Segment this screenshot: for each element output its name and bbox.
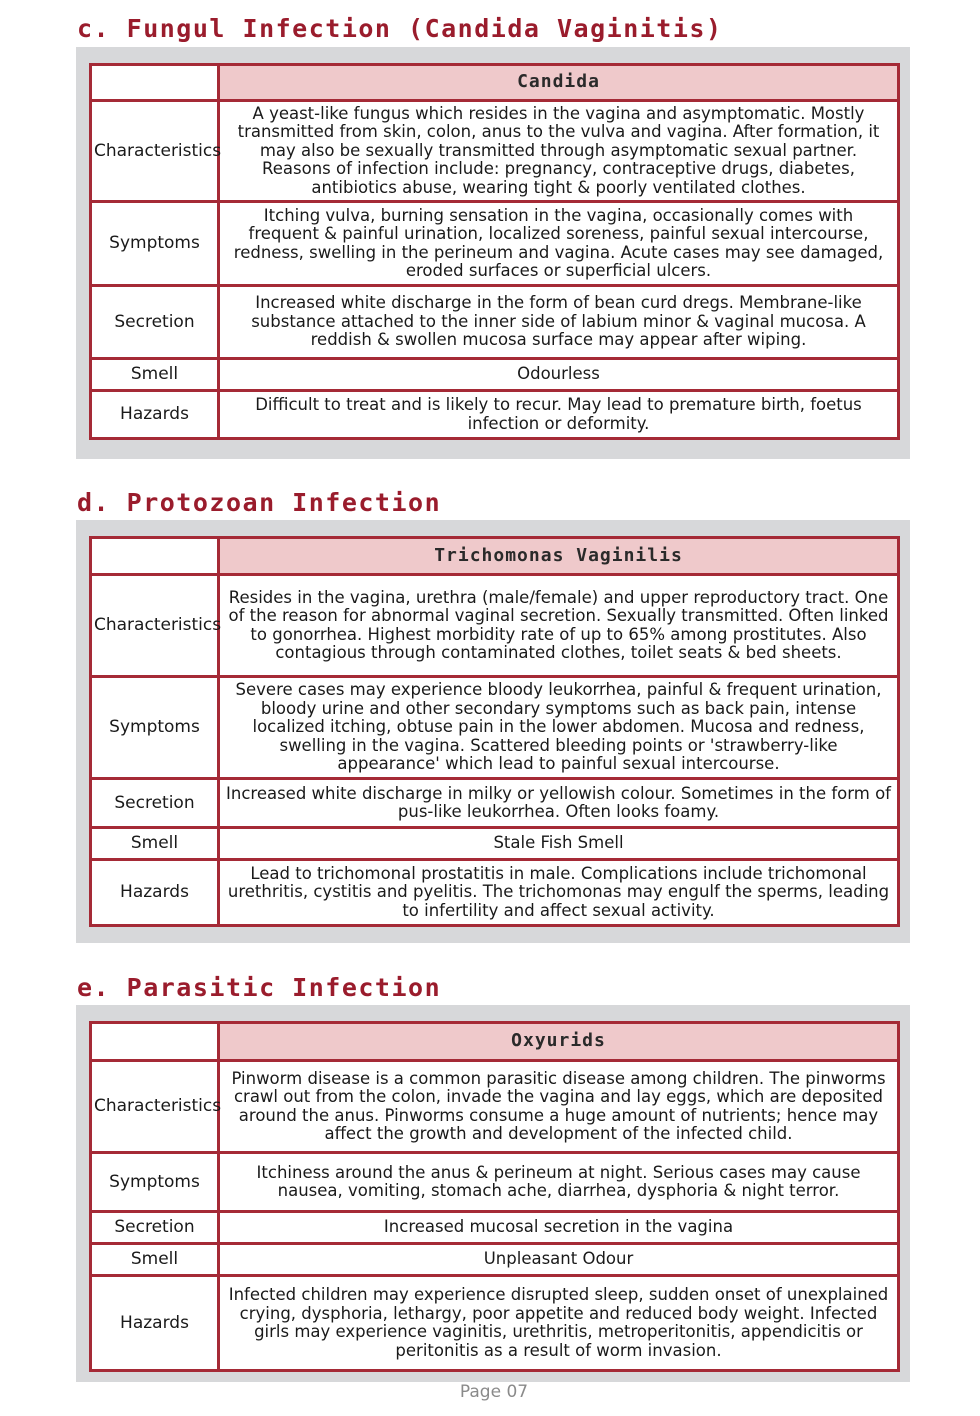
oxyurids-panel — [76, 1005, 910, 1382]
table-row — [91, 860, 899, 926]
row-text-hazards: Lead to trichomonal prostatitis in male. Complications include trichomonal urethritis, cystitis and pyelitis. The trichomonas may engulf the sperms, leading to infertility and affect sexual activity. — [219, 860, 899, 926]
table-row — [91, 1061, 899, 1153]
row-label-hazards: Hazards — [91, 391, 219, 439]
candida-panel — [76, 47, 910, 459]
table-row — [91, 1276, 899, 1371]
row-text-symptoms: Itching vulva, burning sensation in the vagina, occasionally comes with frequent & painful urination, localized soreness, painful sexual intercourse, redness, swelling in the perineum and vagina. Acute cases may see damaged, eroded surfaces or superficial ulcers. — [219, 202, 899, 286]
page-number: Page 07 — [459, 1382, 529, 1402]
row-text-characteristics: Pinworm disease is a common parasitic disease among children. The pinworms crawl out from the colon, invade the vagina and lay eggs, which are deposited around the anus. Pinworms consume a huge amount of nutrients; hence may affect the growth and development of the infected child. — [219, 1061, 899, 1153]
row-text-characteristics: Resides in the vagina, urethra (male/female) and upper reproductory tract. One of the reason for abnormal vaginal secretion. Sexually transmitted. Often linked to gonorrhea. Highest morbidity rate of up to 65% among prostitutes. Also contagious through contaminated clothes, toilet seats & bed sheets. — [219, 575, 899, 677]
section-title-protozoan: d. Protozoan Infection — [77, 488, 442, 517]
row-text-hazards: Difficult to treat and is likely to recur. May lead to premature birth, foetus infection or deformity. — [219, 391, 899, 439]
row-text-secretion: Increased white discharge in milky or yellowish colour. Sometimes in the form of pus-like leukorrhea. Often looks foamy. — [219, 779, 899, 828]
table-row — [91, 828, 899, 860]
row-text-hazards: Infected children may experience disrupted sleep, sudden onset of unexplained crying, dysphoria, lethargy, poor appetite and reduced body weight. Infected girls may experience vaginitis, urethritis, metroperitonitis, appendicitis or peritonitis as a result of worm invasion. — [219, 1276, 899, 1371]
organism-header: Trichomonas Vaginilis — [219, 538, 899, 575]
section-title-fungal: c. Fungul Infection (Candida Vaginitis) — [77, 14, 723, 43]
table-row — [91, 575, 899, 677]
table-row — [91, 101, 899, 202]
table-corner-cell — [91, 65, 219, 101]
row-label-hazards: Hazards — [91, 1276, 219, 1371]
row-text-secretion: Increased white discharge in the form of bean curd dregs. Membrane-like substance attached to the inner side of labium minor & vaginal mucosa. A reddish & swollen mucosa surface may appear after wiping. — [219, 286, 899, 359]
row-label-symptoms: Symptoms — [91, 677, 219, 779]
row-label-symptoms: Symptoms — [91, 1153, 219, 1212]
table-row — [91, 1212, 899, 1244]
row-text-characteristics: A yeast-like fungus which resides in the vagina and asymptomatic. Mostly transmitted from skin, colon, anus to the vulva and vagina. After formation, it may also be sexually transmitted through asymptomatic sexual partner. Reasons of infection include: pregnancy, contraceptive drugs, diabetes, antibiotics abuse, wearing tight & poorly ventilated clothes. — [219, 101, 899, 202]
table-row — [91, 1153, 899, 1212]
row-label-secretion: Secretion — [91, 286, 219, 359]
row-text-symptoms: Severe cases may experience bloody leukorrhea, painful & frequent urination, bloody urine and other secondary symptoms such as back pain, intense localized itching, obtuse pain in the lower abdomen. Mucosa and redness, swelling in the vagina. Scattered bleeding points or 'strawberry-like appearance' which lead to painful sexual intercourse. — [219, 677, 899, 779]
oxyurids-table — [89, 1021, 900, 1372]
trichomonas-panel — [76, 520, 910, 943]
organism-header: Candida — [219, 65, 899, 101]
row-text-smell: Unpleasant Odour — [219, 1244, 899, 1276]
table-corner-cell — [91, 538, 219, 575]
row-label-characteristics: Characteristics — [91, 101, 219, 202]
row-text-smell: Odourless — [219, 359, 899, 391]
table-row — [91, 202, 899, 286]
row-label-secretion: Secretion — [91, 779, 219, 828]
row-label-symptoms: Symptoms — [91, 202, 219, 286]
table-row — [91, 359, 899, 391]
table-corner-cell — [91, 1023, 219, 1061]
table-row — [91, 286, 899, 359]
row-label-smell: Smell — [91, 828, 219, 860]
organism-header: Oxyurids — [219, 1023, 899, 1061]
row-label-hazards: Hazards — [91, 860, 219, 926]
candida-table — [89, 63, 900, 440]
row-label-smell: Smell — [91, 359, 219, 391]
row-text-symptoms: Itchiness around the anus & perineum at night. Serious cases may cause nausea, vomiting, stomach ache, diarrhea, dysphoria & night terror. — [219, 1153, 899, 1212]
row-text-smell: Stale Fish Smell — [219, 828, 899, 860]
row-label-secretion: Secretion — [91, 1212, 219, 1244]
table-row — [91, 677, 899, 779]
row-text-secretion: Increased mucosal secretion in the vagina — [219, 1212, 899, 1244]
table-row — [91, 391, 899, 439]
trichomonas-table — [89, 536, 900, 927]
table-row — [91, 1244, 899, 1276]
row-label-smell: Smell — [91, 1244, 219, 1276]
row-label-characteristics: Characteristics — [91, 575, 219, 677]
table-row — [91, 779, 899, 828]
section-title-parasitic: e. Parasitic Infection — [77, 973, 442, 1002]
row-label-characteristics: Characteristics — [91, 1061, 219, 1153]
